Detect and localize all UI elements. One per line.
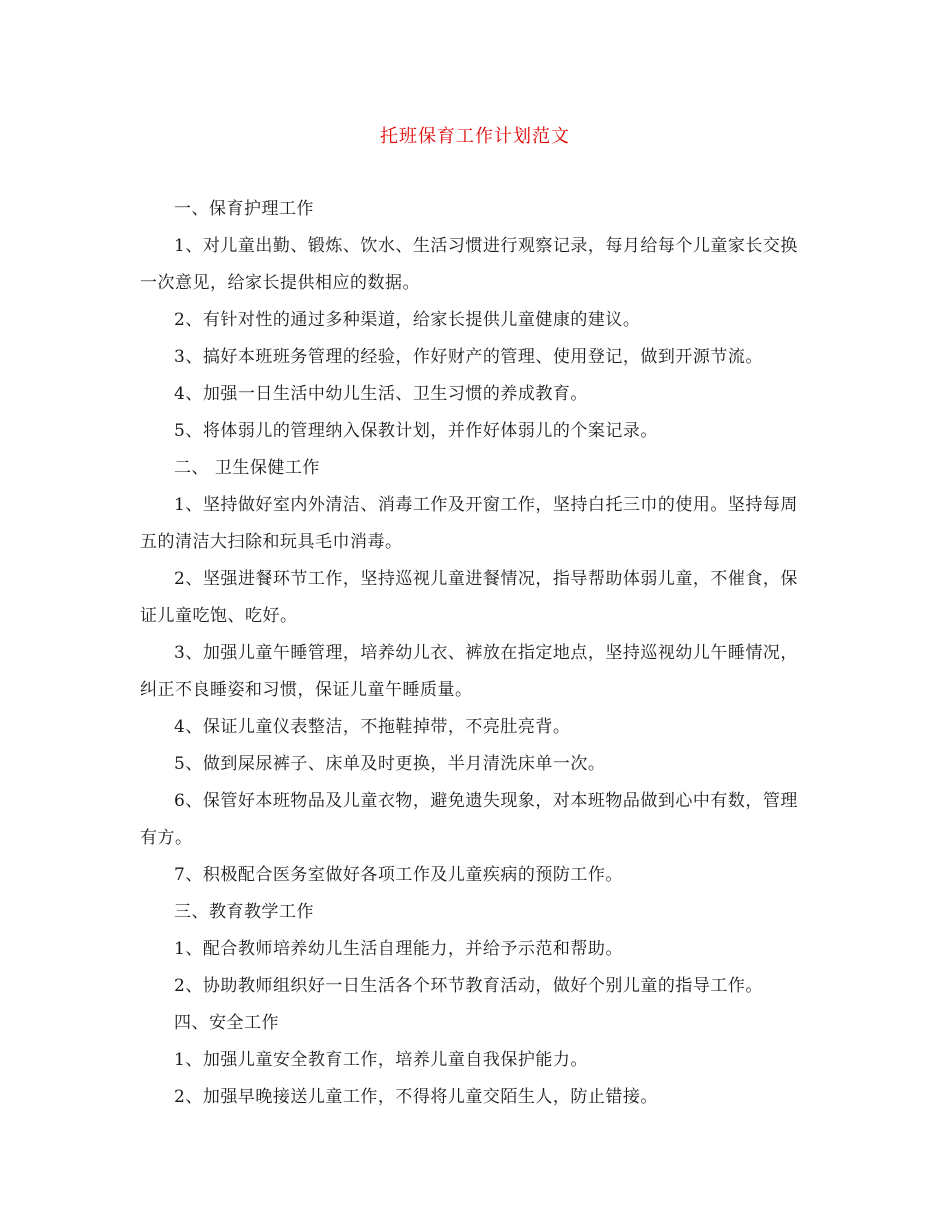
section-heading-care: 一、保育护理工作 [174, 199, 314, 219]
section-heading-safety: 四、安全工作 [174, 1013, 279, 1033]
paragraph: 2、坚强进餐环节工作，坚持巡视儿童进餐情况，指导帮助体弱儿童，不催食，保证儿童吃饱、吃好。 [140, 569, 798, 626]
paragraph: 1、加强儿童安全教育工作，培养儿童自我保护能力。 [174, 1050, 588, 1070]
paragraph: 3、加强儿童午睡管理，培养幼儿衣、裤放在指定地点，坚持巡视幼儿午睡情况，纠正不良睡姿和习惯，保证儿童午睡质量。 [140, 643, 798, 700]
paragraph: 4、保证儿童仪表整洁，不拖鞋掉带，不亮肚亮背。 [174, 717, 571, 737]
paragraph: 7、积极配合医务室做好各项工作及儿童疾病的预防工作。 [174, 865, 623, 885]
paragraph: 1、坚持做好室内外清洁、消毒工作及开窗工作，坚持白托三巾的使用。坚持每周五的清洁大扫除和玩具毛巾消毒。 [140, 495, 798, 552]
section-heading-education: 三、教育教学工作 [174, 902, 314, 922]
paragraph: 2、加强早晚接送儿童工作，不得将儿童交陌生人，防止错接。 [174, 1087, 658, 1107]
section-heading-hygiene: 二、 卫生保健工作 [174, 458, 320, 478]
paragraph: 6、保管好本班物品及儿童衣物，避免遗失现象，对本班物品做到心中有数，管理有方。 [140, 791, 798, 848]
paragraph: 2、协助教师组织好一日生活各个环节教育活动，做好个别儿童的指导工作。 [174, 976, 763, 996]
paragraph: 3、搞好本班班务管理的经验，作好财产的管理、使用登记，做到开源节流。 [174, 347, 763, 367]
paragraph: 5、将体弱儿的管理纳入保教计划，并作好体弱儿的个案记录。 [174, 421, 658, 441]
paragraph: 4、加强一日生活中幼儿生活、卫生习惯的养成教育。 [174, 384, 588, 404]
paragraph: 2、有针对性的通过多种渠道，给家长提供儿童健康的建议。 [174, 310, 641, 330]
document-title: 托班保育工作计划范文 [380, 126, 570, 147]
paragraph: 1、配合教师培养幼儿生活自理能力，并给予示范和帮助。 [174, 939, 623, 959]
paragraph: 1、对儿童出勤、锻炼、饮水、生活习惯进行观察记录，每月给每个儿童家长交换一次意见，给家长提供相应的数据。 [140, 236, 798, 293]
document-body [140, 191, 806, 1116]
paragraph: 5、做到屎尿裤子、床单及时更换，半月清洗床单一次。 [174, 754, 606, 774]
